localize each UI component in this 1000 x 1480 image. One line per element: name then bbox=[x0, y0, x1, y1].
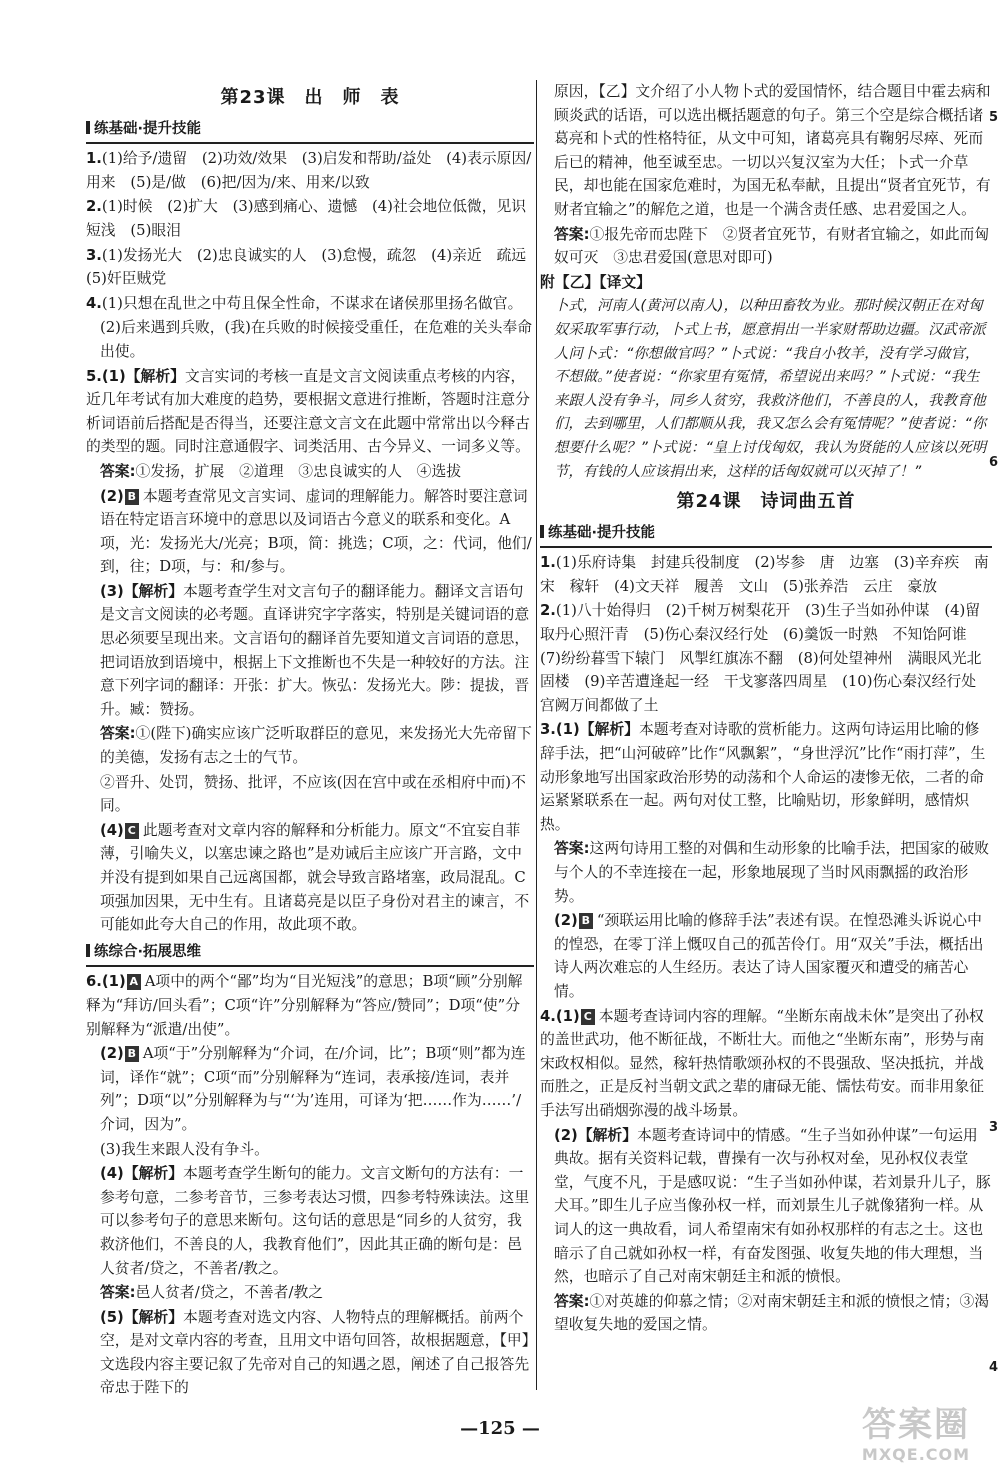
sub-question-number: (2) bbox=[554, 912, 578, 930]
question-number: 4. bbox=[540, 1007, 556, 1025]
answer-text: “颈联运用比喻的修辞手法”表述有误。在惶恐滩头诉说心中的惶恐，在零丁洋上慨叹自己的孤苦伶仃。用“双关”手法，概括出诗人两次难忘的人生经历。表达了诗人国家覆灭和遭受的痛苦心情。 bbox=[554, 912, 984, 1000]
answer-choice-badge: B bbox=[125, 489, 139, 505]
page-number: —125 — bbox=[460, 1418, 540, 1439]
answer-item bbox=[86, 316, 534, 363]
right-column bbox=[540, 80, 992, 1338]
section-basic-skills: 练基础·提升技能 bbox=[86, 118, 534, 145]
answer-text: (3)我生来跟人没有争斗。 bbox=[100, 1140, 269, 1158]
answer-text: (1)给予/遗留 (2)功效/效果 (3)启发和帮助/益处 (4)表示原因/用来 (5)是/做 (6)把/因为/来、用来/以致 bbox=[86, 150, 532, 191]
edge-mark: 4 bbox=[988, 1360, 998, 1375]
answer-item bbox=[86, 365, 534, 459]
lesson-23-title: 第23课 出 师 表 bbox=[220, 87, 400, 108]
answer-text: 文言实词的考核一直是文言文阅读重点考核的内容，近几年考试有加大难度的趋势，要根据文意进行推断，答题时注意分析词语前后搭配是否得当，还要注意文言文在此题中常常出以今释古的类型的题。同时注意通假字、词类活用、古今异义、一词多义等。 bbox=[86, 367, 530, 456]
sub-question-number: (1) bbox=[101, 973, 126, 991]
sub-question-number: (1) bbox=[555, 1007, 580, 1025]
question-number: 1. bbox=[86, 150, 102, 168]
answer-label: 答案: bbox=[100, 725, 136, 743]
answer-text: ①发扬，扩展 ②道理 ③忠良诚实的人 ④选拔 bbox=[135, 462, 462, 480]
sub-question-number: (4) bbox=[100, 1165, 124, 1183]
answer-item bbox=[86, 460, 534, 484]
answer-text: (1)只想在乱世之中苟且保全性命，不谋求在诸侯那里扬名做官。 bbox=[101, 294, 523, 312]
answer-item bbox=[86, 1306, 534, 1400]
answer-text: (1)发扬光大 (2)忠良诚实的人 (3)怠慢，疏忽 (4)亲近 疏远 (5)奸臣贼党 bbox=[86, 246, 541, 288]
answer-label: 答案: bbox=[554, 225, 590, 243]
answer-text: 本题考查诗词内容的理解。“坐断东南战未休”是突出了孙权的盖世武功，他不断征战，不断壮大。而他之“坐断东南”，形势与南宋政权相似。显然，稼轩热情歌颂孙权的不畏强敌、坚决抵抗，并战而胜之，正是反衬当朝文武之辈的庸碌无能、懦怯苟安。而非用象征手法写出硝烟弥漫的战斗场景。 bbox=[540, 1007, 985, 1119]
sub-question-number: (2) bbox=[100, 1045, 124, 1063]
analysis-tag: 【解析】 bbox=[123, 582, 184, 600]
analysis-tag: 【解析】 bbox=[577, 1126, 638, 1144]
answer-item bbox=[86, 970, 534, 1041]
sub-question-number: (2) bbox=[100, 487, 124, 505]
sub-question-number: (4) bbox=[100, 821, 124, 839]
answer-text: ①对英雄的仰慕之情；②对南宋朝廷主和派的愤恨之情；③渴望收复失地的爱国之情。 bbox=[554, 1292, 990, 1334]
question-number: 3. bbox=[540, 721, 556, 739]
section-heading: 练综合·拓展思维 bbox=[86, 941, 534, 968]
question-number: 1. bbox=[540, 554, 556, 572]
lesson-24-title: 第24课 诗词曲五首 bbox=[676, 491, 856, 513]
answer-item bbox=[86, 771, 534, 818]
answer-choice-badge: A bbox=[127, 974, 141, 990]
answer-item bbox=[86, 580, 534, 722]
left-answers bbox=[86, 147, 541, 1400]
answer-text: (1)乐府诗集 封建兵役制度 (2)岑参 唐 边塞 (3)辛弃疾 南宋 稼轩 (4)文天祥 履善 文山 (5)张养浩 云庄 豪放 bbox=[540, 554, 989, 595]
answer-text: (2)后来遇到兵败，(我)在兵败的时候接受重任，在危难的关头奉命出使。 bbox=[100, 319, 533, 360]
answer-item bbox=[86, 819, 534, 937]
left-column bbox=[86, 80, 541, 1401]
question-number: 6. bbox=[86, 973, 102, 991]
sub-question-number: (5) bbox=[100, 1308, 124, 1326]
answer-item bbox=[86, 485, 534, 579]
answer-text: 本题考查学生对文言句子的翻译能力。翻译文言语句是文言文阅读的必考题。直译讲究字字落实，特别是关键词语的意思必须要呈现出来。文言语句的翻译首先要知道文言词语的意思，把词语放到语境中，根据上下文推断也不失是一种较好的方法。注意下列字词的翻译：开张：扩大。恢弘：发扬光大。陟：提拔，晋升。臧：赞扬。 bbox=[100, 582, 530, 718]
answer-item bbox=[86, 244, 541, 291]
answer-text: 本题考查常见文言实词、虚词的理解能力。解答时要注意词语在特定语言环境中的意思以及词语古今意义的联系和变化。A项，光：发扬光大/光亮；B项，简：挑选；C项，之：代词，他们/到，往；D项，与：和/参与。 bbox=[100, 487, 532, 576]
column-divider bbox=[536, 80, 537, 1390]
answer-item bbox=[540, 80, 992, 222]
right-answers bbox=[540, 80, 992, 1337]
answer-text: A项中的两个“鄙”均为“目光短浅”的意思；B项“顾”分别解释为“拜访/回头看”；C项“许”分别解释为“答应/赞同”；D项“使”分别解释为“派遣/出使”。 bbox=[86, 973, 523, 1038]
question-number: 4. bbox=[86, 294, 102, 312]
answer-item bbox=[86, 1162, 534, 1280]
answer-text: 这两句诗用工整的对偶和生动形象的比喻手法，把国家的破败与个人的不幸连接在一起，形象地展现了当时风雨飘摇的政治形势。 bbox=[554, 840, 990, 905]
answer-item bbox=[86, 1138, 534, 1162]
answer-item bbox=[540, 599, 992, 717]
answer-text: ②晋升、处罚，赞扬、批评，不应该(因在宫中或在丞相府中而)不同。 bbox=[100, 773, 526, 815]
question-number: 3. bbox=[86, 246, 102, 264]
answer-item bbox=[86, 292, 534, 316]
question-number: 2. bbox=[86, 198, 102, 216]
answer-choice-badge: B bbox=[125, 1046, 139, 1062]
answer-text: 此题考查对文章内容的解释和分析能力。原文“不宜妄自菲薄，引喻失义，以塞忠谏之路也”是劝诫后主应该广开言路，文中并没有提到如果自己远离国都，就会导致言路堵塞，政局混乱。C项强加因果，无中生有。且诸葛亮是以臣子身份对君主的谏言，不可能如此夸大自己的作用，故此项不敢。 bbox=[100, 821, 530, 934]
answer-label: 答案: bbox=[554, 840, 590, 858]
answer-item bbox=[86, 722, 534, 769]
answer-item bbox=[540, 718, 992, 836]
edge-mark: 6 bbox=[988, 455, 998, 470]
answer-item bbox=[86, 1281, 534, 1305]
analysis-tag: 【解析】 bbox=[123, 1165, 184, 1183]
watermark-logo bbox=[846, 1405, 986, 1464]
analysis-tag: (1)【解析】 bbox=[555, 721, 639, 739]
edge-mark: 3 bbox=[988, 1120, 998, 1135]
answer-text: (1)时候 (2)扩大 (3)感到痛心、遗憾 (4)社会地位低微，见识短浅 (5)眼泪 bbox=[86, 198, 527, 239]
answer-item bbox=[86, 195, 534, 242]
answer-item bbox=[540, 837, 992, 908]
answer-label: 答案: bbox=[100, 462, 136, 480]
sub-question-number: (2) bbox=[554, 1126, 578, 1144]
answer-item bbox=[540, 1290, 992, 1337]
answer-text: A项“于”分别解释为“介词，在/介词，比”；B项“则”都为连词，译作“就”；C项“而”分别解释为“连词，表承接/连词，表并列”；D项“以”分别解释为与“‘为’连用，可译为‘把……作为……’/介词，因为”。 bbox=[100, 1045, 526, 1133]
answer-text: (1)八十始得归 (2)千树万树梨花开 (3)生子当如孙仲谋 (4)留取丹心照汗青 (5)伤心秦汉经行处 (6)羹饭一时熟 不知饴阿谁 (7)纷纷暮雪下辕门 风掣红旗冻不翻 (8)何处望神州 满眼风光北固楼 (9)辛苦遭逢起一经 干戈寥落四周星 (10)伤心秦汉经行处 宫阙万间都做了土 bbox=[540, 602, 991, 714]
answer-item bbox=[540, 551, 992, 598]
answer-item bbox=[86, 147, 534, 194]
question-number: 2. bbox=[540, 602, 556, 620]
appendix-heading: 附【乙】【译文】 bbox=[540, 273, 651, 291]
edge-mark: 5 bbox=[988, 110, 998, 125]
answer-label: 答案: bbox=[554, 1292, 590, 1310]
answer-text: 本题考查诗词中的情感。“生子当如孙仲谋”一句运用典故。据有关资料记载，曹操有一次与孙权对垒，见孙权仪表堂堂，气度不凡，于是感叹说：“生子当如孙仲谋，若刘景升儿子，豚犬耳。”即生儿子应当像孙权一样，而刘景生儿子就像猪狗一样。从词人的这一典故看，词人希望南宋有如孙权那样的有志之士。这也暗示了自己就如孙权一样，有奋发图强、收复失地的伟大理想，当然，也暗示了自己对南宋朝廷主和派的愤恨。 bbox=[554, 1126, 991, 1286]
answer-item bbox=[540, 909, 992, 1003]
answer-text: 邑人贫者/贷之，不善者/教之 bbox=[135, 1284, 324, 1302]
answer-text: 本题考查对选文内容、人物特点的理解概括。前两个空，是对文章内容的考查，且用文中语句回答，故根据题意，【甲】文选段内容主要记叙了先帝对自己的知遇之恩，阐述了自己报答先帝忠于陛下的 bbox=[100, 1308, 530, 1397]
analysis-tag: 【解析】 bbox=[123, 1308, 184, 1326]
question-number: 5. bbox=[86, 367, 102, 385]
answer-text: 本题考查对诗歌的赏析能力。这两句诗运用比喻的修辞手法，把“山河破碎”比作“风飘絮”，“身世浮沉”比作“雨打萍”，生动形象地写出国家政治形势的动荡和个人命运的凄惨无依，二者的命运紧紧联系在一起。两句对仗工整，比喻贴切，形象鲜明，感情炽热。 bbox=[540, 721, 986, 833]
answer-label: 答案: bbox=[100, 1284, 136, 1302]
answer-choice-badge: C bbox=[581, 1009, 595, 1025]
analysis-tag: (1)【解析】 bbox=[101, 367, 185, 385]
answer-item bbox=[86, 1042, 534, 1136]
answer-item bbox=[540, 223, 992, 270]
answer-text: 原因，【乙】文介绍了小人物卜式的爱国情怀，结合题目中霍去病和顾炎武的话语，可以选出概括题意的句子。第三个空是综合概括诸葛亮和卜式的性格特征，从文中可知，诸葛亮具有鞠躬尽瘁、死而后已的精神，他至诚至忠。一切以兴复汉室为大任；卜式一介草民，却也能在国家危难时，为国无私奉献，且提出“贤者宜死节，有财者宜输之”的解危之道，也是一个满含责任感、忠君爱国之人。 bbox=[554, 83, 991, 218]
answer-text: ①报先帝而忠陛下 ②贤者宜死节，有财者宜输之，如此而匈奴可灭 ③忠君爱国(意思对即可) bbox=[554, 225, 990, 267]
answer-text: ①(陛下)确实应该广泛听取群臣的意见，来发扬光大先帝留下的美德，发扬有志之士的气节。 bbox=[100, 725, 532, 767]
watermark-title: 答案圈 bbox=[862, 1405, 970, 1445]
answer-choice-badge: C bbox=[125, 823, 139, 839]
answer-choice-badge: B bbox=[579, 913, 593, 929]
answer-text: 本题考查学生断句的能力。文言文断句的方法有：一参考句意，二参考音节，三参考表达习惯，四参考特殊读法。这里可以参考句子的意思来断句。这句话的意思是“同乡的人贫穷，我救济他们，不善良的人，我教育他们”，因此其正确的断句是：邑人贫者/贷之，不善者/教之。 bbox=[100, 1165, 530, 1277]
translation-text: 卜式，河南人(黄河以南人)，以种田畜牧为业。那时候汉朝正在对匈奴采取军事行动，卜式上书，愿意捐出一半家财帮助边疆。汉武帝派人问卜式：“你想做官吗？”卜式说：“我自小牧羊，没有学习做官，不想做。”使者说：“你家里有冤情，希望说出来吗？”卜式说：“我生来跟人没有争斗，同乡人贫穷，我救济他们，不善良的人，我教育他们，去到哪里，人们都顺从我，我又怎么会有冤情呢？”使者说：“你想要什么呢？”卜式说：“皇上讨伐匈奴，我认为贤能的人应该以死明节，有钱的人应该捐出来，这样的话匈奴就可以灭掉了！” bbox=[554, 298, 987, 480]
section-heading: 练基础·提升技能 bbox=[540, 522, 992, 549]
answer-item bbox=[540, 1005, 992, 1123]
watermark-url: MXQE.COM bbox=[861, 1445, 971, 1464]
sub-question-number: (3) bbox=[100, 582, 124, 600]
answer-item bbox=[540, 1124, 992, 1289]
